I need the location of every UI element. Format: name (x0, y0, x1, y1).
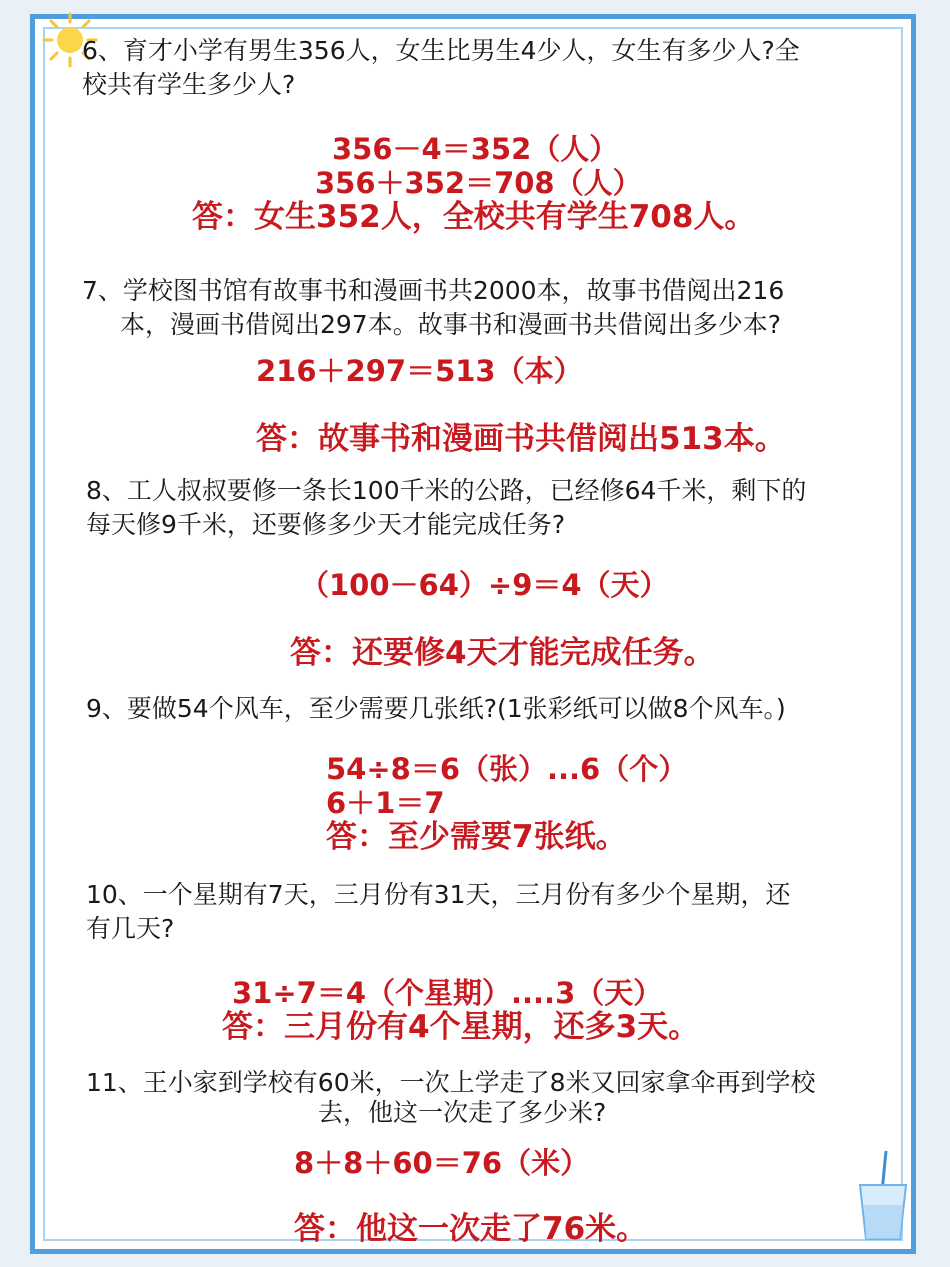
answer-statement: 答：女生352人，全校共有学生708人。 (192, 199, 756, 235)
answer-equation: （100－64）÷9＝4（天） (300, 568, 669, 602)
answer-equation: 54÷8＝6（张）...6（个） (326, 752, 688, 786)
answer-statement: 答：还要修4天才能完成任务。 (290, 635, 715, 671)
question-line: 有几天? (86, 914, 175, 943)
question-line: 7、学校图书馆有故事书和漫画书共2000本，故事书借阅出216 (82, 276, 785, 305)
answer-statement: 答：故事书和漫画书共借阅出513本。 (256, 421, 786, 457)
question-line: 校共有学生多少人? (82, 70, 296, 99)
question-line: 每天修9千米，还要修多少天才能完成任务? (86, 510, 566, 539)
answer-statement: 答：至少需要7张纸。 (326, 819, 627, 855)
question-line: 本，漫画书借阅出297本。故事书和漫画书共借阅出多少本? (120, 310, 781, 339)
answer-equation: 6＋1＝7 (326, 786, 445, 820)
question-line: 6、育才小学有男生356人，女生比男生4少人，女生有多少人?全 (82, 36, 800, 65)
water-cup-icon (848, 1145, 918, 1245)
question-line: 8、工人叔叔要修一条长100千米的公路，已经修64千米，剩下的 (86, 476, 807, 505)
answer-equation: 8＋8＋60＝76（米） (294, 1146, 590, 1180)
question-line: 去，他这一次走了多少米? (318, 1098, 607, 1127)
answer-equation: 356＋352＝708（人） (315, 166, 642, 200)
answer-statement: 答：三月份有4个星期，还多3天。 (222, 1009, 700, 1045)
question-line: 10、一个星期有7天，三月份有31天，三月份有多少个星期，还 (86, 880, 791, 909)
question-line: 11、王小家到学校有60米，一次上学走了8米又回家拿伞再到学校 (86, 1068, 816, 1097)
answer-equation: 31÷7＝4（个星期）....3（天） (232, 976, 663, 1010)
answer-equation: 216＋297＝513（本） (256, 354, 583, 388)
answer-statement: 答：他这一次走了76米。 (294, 1211, 648, 1247)
question-line: 9、要做54个风车，至少需要几张纸?(1张彩纸可以做8个风车。) (86, 694, 786, 723)
answer-equation: 356－4＝352（人） (332, 132, 619, 166)
